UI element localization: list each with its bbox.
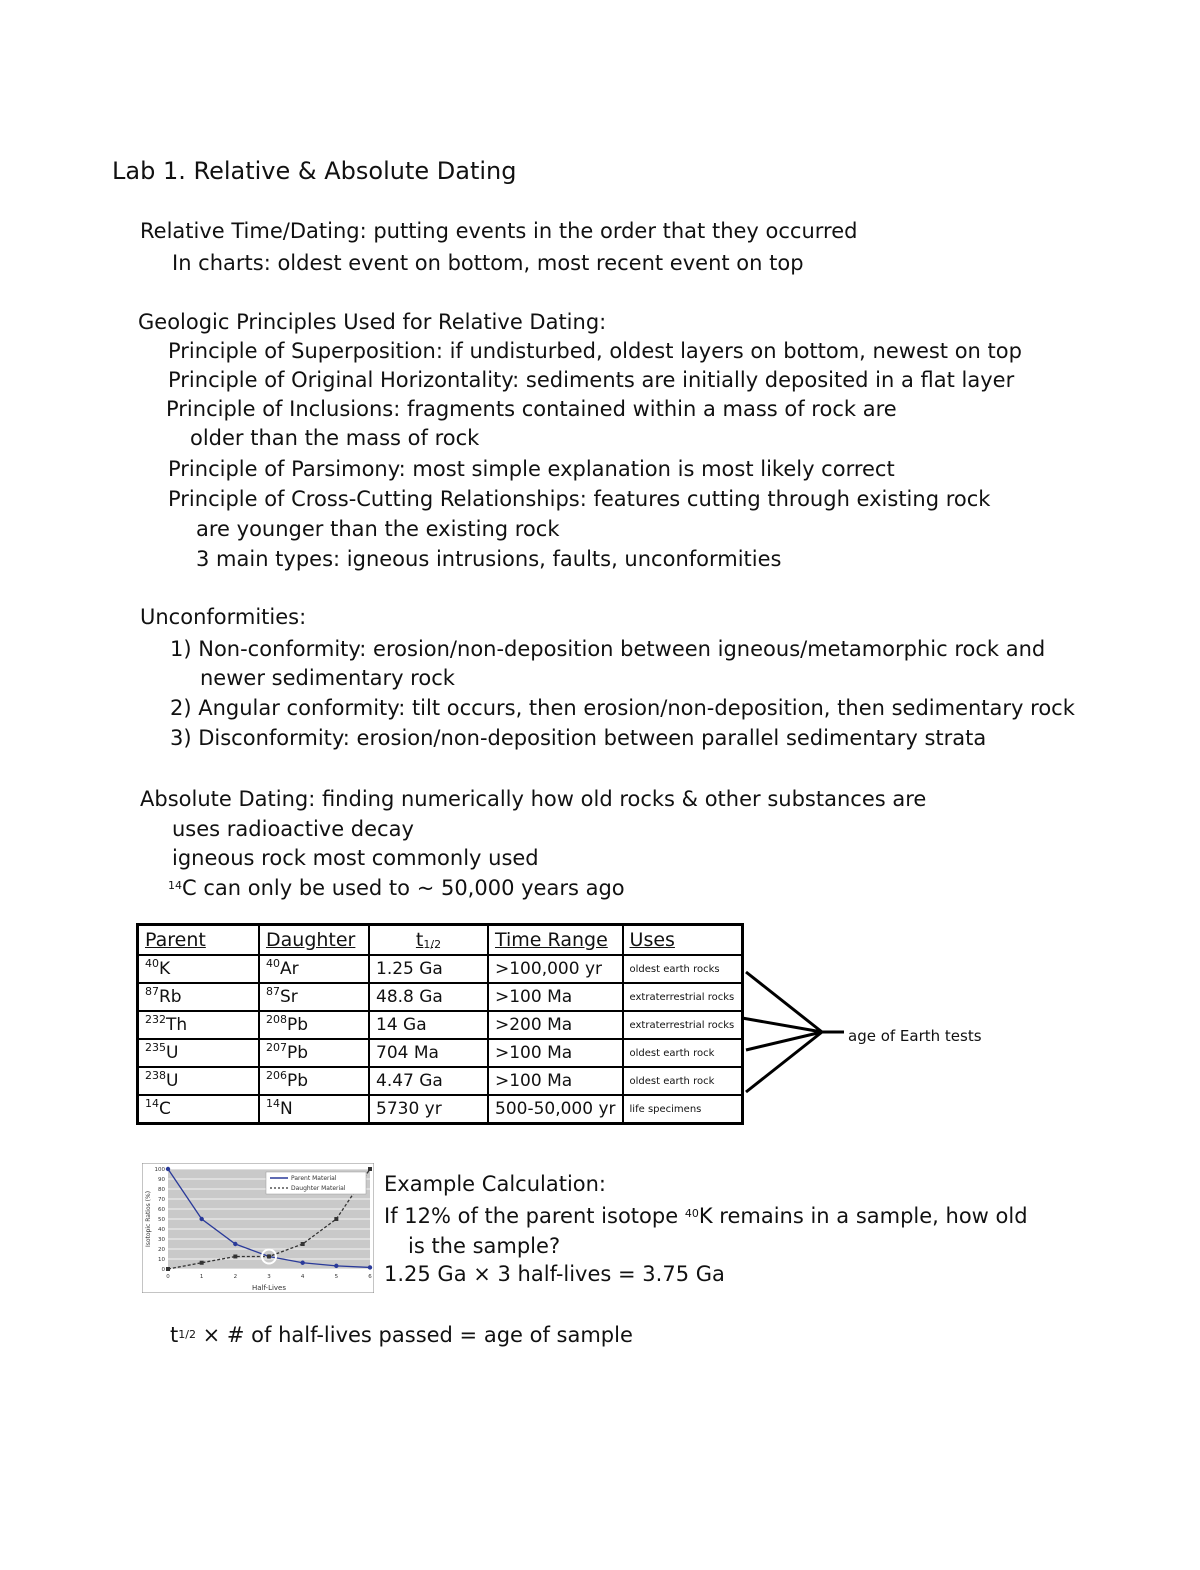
cell-half-life: 14 Ga: [369, 1011, 488, 1039]
x-tick-label: 6: [368, 1274, 372, 1280]
example-question-cont: is the sample?: [408, 1234, 561, 1258]
unconformity-angular: 2) Angular conformity: tilt occurs, then erosion/non-deposition, then sedimentary rock: [170, 696, 1075, 720]
cell-daughter: [259, 1095, 369, 1124]
cell-daughter: [259, 1039, 369, 1067]
parent-mass: 238: [145, 1069, 166, 1082]
daughter-element: Pb: [287, 1015, 309, 1035]
absolute-dating-igneous: igneous rock most commonly used: [172, 846, 539, 870]
example-answer: 1.25 Ga × 3 half-lives = 3.75 Ga: [384, 1262, 725, 1286]
legend-daughter-label: Daughter Material: [291, 1185, 346, 1192]
y-tick-label: 10: [158, 1257, 165, 1263]
daughter-data-point: [166, 1267, 170, 1271]
daughter-mass: 40: [266, 957, 280, 970]
y-axis-label: Isotopic Ratios (%): [145, 1190, 152, 1248]
table-row: [138, 1011, 743, 1039]
parent-data-point: [300, 1261, 304, 1265]
principle-inclusions: Principle of Inclusions: fragments contained within a mass of rock are: [166, 397, 897, 421]
cell-uses: extraterrestrial rocks: [623, 983, 743, 1011]
parent-data-point: [199, 1217, 203, 1221]
daughter-mass: 87: [266, 985, 280, 998]
x-tick-label: 5: [334, 1274, 339, 1280]
y-tick-label: 20: [158, 1247, 165, 1253]
formula-rest: × # of half-lives passed = age of sample: [202, 1323, 633, 1347]
daughter-data-point: [200, 1261, 204, 1265]
parent-element: U: [166, 1043, 179, 1063]
parent-mass: 235: [145, 1041, 166, 1054]
daughter-data-point: [301, 1242, 305, 1246]
daughter-element: Pb: [287, 1071, 309, 1091]
header-time-range: Time Range: [488, 925, 623, 956]
cell-uses: life specimens: [623, 1095, 743, 1124]
parent-mass: 40: [145, 957, 159, 970]
page-title: Lab 1. Relative & Absolute Dating: [112, 157, 517, 185]
y-tick-label: 70: [158, 1197, 165, 1203]
formula-t-sub: 1/2: [178, 1328, 196, 1341]
c14-mass-number: 14: [168, 879, 182, 892]
relative-dating-charts-note: In charts: oldest event on bottom, most recent event on top: [172, 251, 804, 275]
age-formula: [170, 1322, 633, 1348]
cell-parent: [138, 1095, 260, 1124]
chart-legend: [266, 1172, 366, 1194]
cell-daughter: [259, 1011, 369, 1039]
age-of-earth-brace: [740, 968, 850, 1098]
table-row: [138, 1067, 743, 1095]
absolute-dating-c14-limit: [168, 875, 625, 901]
x-tick-label: 4: [300, 1274, 305, 1280]
cell-uses: oldest earth rocks: [623, 955, 743, 983]
y-tick-label: 30: [158, 1237, 165, 1243]
parent-mass: 14: [145, 1097, 159, 1110]
x-axis-label: Half-Lives: [251, 1284, 287, 1292]
parent-element: U: [166, 1071, 179, 1091]
cell-time-range: >200 Ma: [488, 1011, 623, 1039]
daughter-mass: 14: [266, 1097, 280, 1110]
cell-half-life: 704 Ma: [369, 1039, 488, 1067]
x-tick-label: 2: [233, 1274, 238, 1280]
x-tick-label: 3: [267, 1274, 271, 1280]
cell-half-life: 5730 yr: [369, 1095, 488, 1124]
example-question-a: If 12% of the parent isotope: [384, 1204, 679, 1228]
y-tick-label: 80: [158, 1187, 165, 1193]
daughter-data-point: [233, 1255, 237, 1259]
cell-time-range: >100 Ma: [488, 1039, 623, 1067]
legend-parent-label: Parent Material: [291, 1175, 337, 1182]
daughter-data-point: [368, 1167, 372, 1171]
y-tick-label: 90: [158, 1177, 165, 1183]
parent-data-point: [334, 1264, 338, 1268]
parent-mass: 232: [145, 1013, 166, 1026]
decay-curve-chart: [142, 1163, 374, 1293]
principles-heading: Geologic Principles Used for Relative Dating:: [138, 310, 607, 334]
cell-daughter: [259, 1067, 369, 1095]
header-daughter: Daughter: [259, 925, 369, 956]
table-row: [138, 955, 743, 983]
parent-element: K: [159, 959, 171, 979]
x-tick-label: 0: [166, 1274, 170, 1280]
unconformities-heading: Unconformities:: [140, 605, 307, 629]
cell-half-life: 4.47 Ga: [369, 1067, 488, 1095]
parent-data-point: [233, 1242, 237, 1246]
c14-limit-text: C can only be used to ~ 50,000 years ago: [182, 876, 625, 900]
half-life-symbol: t: [415, 929, 424, 951]
daughter-mass: 206: [266, 1069, 287, 1082]
cell-half-life: 1.25 Ga: [369, 955, 488, 983]
isotope-table: [136, 923, 744, 1125]
table-header-row: [138, 925, 743, 956]
header-parent: Parent: [138, 925, 260, 956]
parent-element: C: [159, 1099, 171, 1119]
unconformity-disconformity: 3) Disconformity: erosion/non-deposition between parallel sedimentary strata: [170, 726, 987, 750]
cell-daughter: [259, 983, 369, 1011]
cell-half-life: 48.8 Ga: [369, 983, 488, 1011]
principle-cross-cutting-cont: are younger than the existing rock: [196, 517, 560, 541]
cell-parent: [138, 1067, 260, 1095]
principle-inclusions-cont: older than the mass of rock: [190, 426, 480, 450]
cell-uses: extraterrestrial rocks: [623, 1011, 743, 1039]
example-question-b: K remains in a sample, how old: [698, 1204, 1028, 1228]
parent-data-point: [368, 1265, 372, 1269]
daughter-element: Sr: [280, 987, 298, 1007]
cell-daughter: [259, 955, 369, 983]
x-tick-label: 1: [199, 1274, 204, 1280]
half-life-subscript: 1/2: [423, 938, 442, 951]
y-tick-label: 50: [158, 1217, 165, 1223]
cell-time-range: >100 Ma: [488, 1067, 623, 1095]
cross-cutting-types: 3 main types: igneous intrusions, faults, unconformities: [196, 547, 782, 571]
absolute-dating-decay: uses radioactive decay: [172, 817, 414, 841]
unconformity-nonconformity-cont: newer sedimentary rock: [200, 666, 455, 690]
table-row: [138, 1039, 743, 1067]
cell-uses: oldest earth rock: [623, 1067, 743, 1095]
table-row: [138, 1095, 743, 1124]
formula-t: t: [170, 1323, 179, 1347]
cell-time-range: >100,000 yr: [488, 955, 623, 983]
parent-mass: 87: [145, 985, 159, 998]
principle-cross-cutting: Principle of Cross-Cutting Relationships: features cutting through existing rock: [168, 487, 991, 511]
daughter-mass: 208: [266, 1013, 287, 1026]
cell-parent: [138, 955, 260, 983]
unconformity-nonconformity: 1) Non-conformity: erosion/non-deposition between igneous/metamorphic rock and: [170, 637, 1046, 661]
parent-data-point: [166, 1167, 170, 1171]
y-tick-label: 100: [154, 1167, 165, 1173]
age-of-earth-label: age of Earth tests: [848, 1027, 982, 1045]
cell-time-range: 500-50,000 yr: [488, 1095, 623, 1124]
relative-dating-definition: Relative Time/Dating: putting events in the order that they occurred: [140, 219, 858, 243]
principle-parsimony: Principle of Parsimony: most simple explanation is most likely correct: [168, 457, 895, 481]
parent-element: Rb: [159, 987, 182, 1007]
cell-uses: oldest earth rock: [623, 1039, 743, 1067]
daughter-data-point: [334, 1217, 338, 1221]
principle-horizontality: Principle of Original Horizontality: sediments are initially deposited in a flat layer: [168, 368, 1015, 392]
cell-parent: [138, 1039, 260, 1067]
y-tick-label: 60: [158, 1207, 165, 1213]
y-tick-label: 40: [158, 1227, 165, 1233]
cell-parent: [138, 983, 260, 1011]
daughter-mass: 207: [266, 1041, 287, 1054]
example-heading: Example Calculation:: [384, 1172, 607, 1196]
absolute-dating-definition: Absolute Dating: finding numerically how old rocks & other substances are: [140, 787, 927, 811]
example-question: [384, 1203, 1028, 1229]
table-row: [138, 983, 743, 1011]
cell-parent: [138, 1011, 260, 1039]
daughter-element: N: [280, 1099, 293, 1119]
header-uses: Uses: [623, 925, 743, 956]
cell-time-range: >100 Ma: [488, 983, 623, 1011]
principle-superposition: Principle of Superposition: if undisturbed, oldest layers on bottom, newest on top: [168, 339, 1022, 363]
parent-element: Th: [166, 1015, 188, 1035]
daughter-element: Pb: [287, 1043, 309, 1063]
example-k-mass: 40: [684, 1207, 699, 1220]
daughter-data-point: [267, 1255, 271, 1259]
header-half-life: [369, 925, 488, 956]
y-tick-label: 0: [161, 1267, 165, 1273]
daughter-element: Ar: [280, 959, 299, 979]
